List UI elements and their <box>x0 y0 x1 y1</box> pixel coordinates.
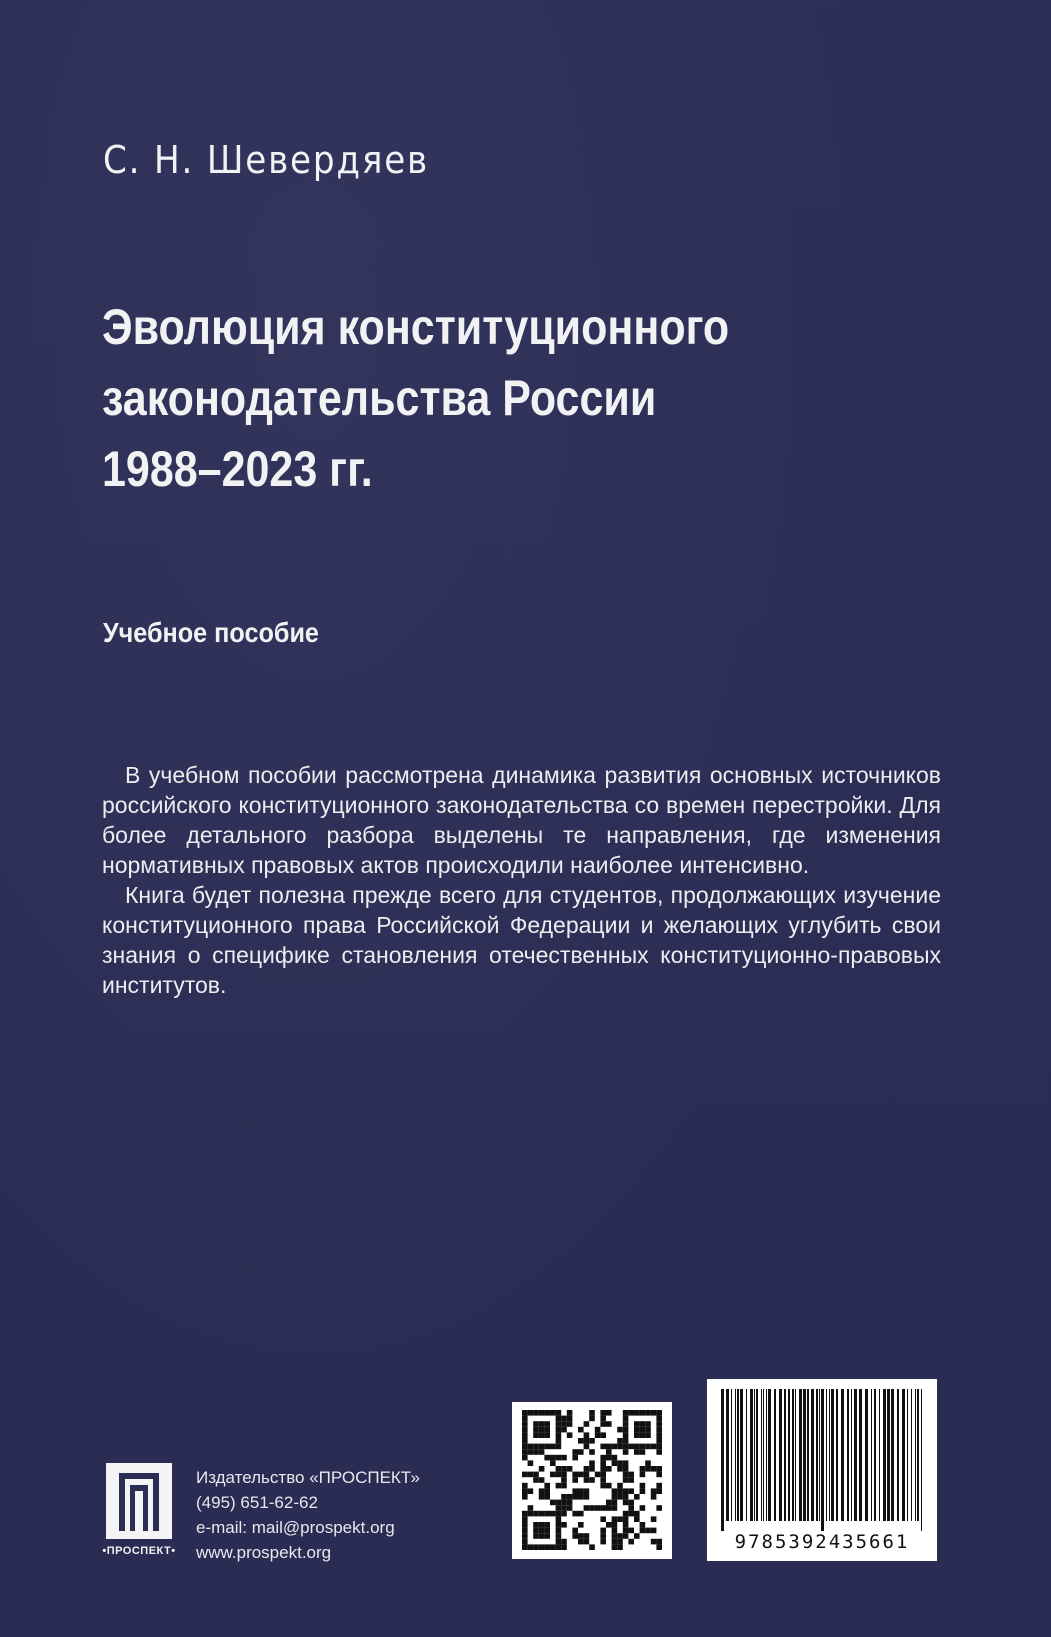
prospekt-logo-icon <box>106 1463 172 1539</box>
isbn-barcode <box>707 1379 937 1561</box>
book-subtitle: Учебное пособие <box>103 617 319 648</box>
book-title <box>102 292 876 505</box>
isbn-digits: 9785392435661 <box>734 1531 910 1553</box>
publisher-phone: (495) 651-62-62 <box>196 1493 318 1512</box>
logo-label: •ПРОСПЕКТ• <box>102 1545 176 1557</box>
publisher-email: e-mail: mail@prospekt.org <box>196 1518 395 1537</box>
title-line: 1988–2023 гг. <box>102 441 373 497</box>
publisher-logo <box>94 1463 184 1565</box>
author-name: С. Н. Шевердяев <box>103 138 430 182</box>
annotation-paragraph: В учебном пособии рассмотрена динамика развития основных источников российского конституционного законодательства со времен перестройки. Для более детального разбора выделены те направления, где изменения нормативных правовых актов происходили наиболее интенсивно. <box>102 762 941 878</box>
title-line: законодательства России <box>102 370 657 426</box>
annotation-paragraph: Книга будет полезна прежде всего для студентов, продолжающих изучение конституционного права Российской Федерации и желающих углубить свои знания о специфике становления отечественных конституционно-правовых институтов. <box>102 882 941 998</box>
publisher-info <box>196 1465 420 1565</box>
publisher-name: Издательство «ПРОСПЕКТ» <box>196 1468 420 1487</box>
book-annotation <box>102 760 941 1000</box>
title-line: Эволюция конституционного <box>102 299 730 355</box>
qr-code-icon <box>512 1402 672 1559</box>
publisher-website: www.prospekt.org <box>196 1543 332 1562</box>
